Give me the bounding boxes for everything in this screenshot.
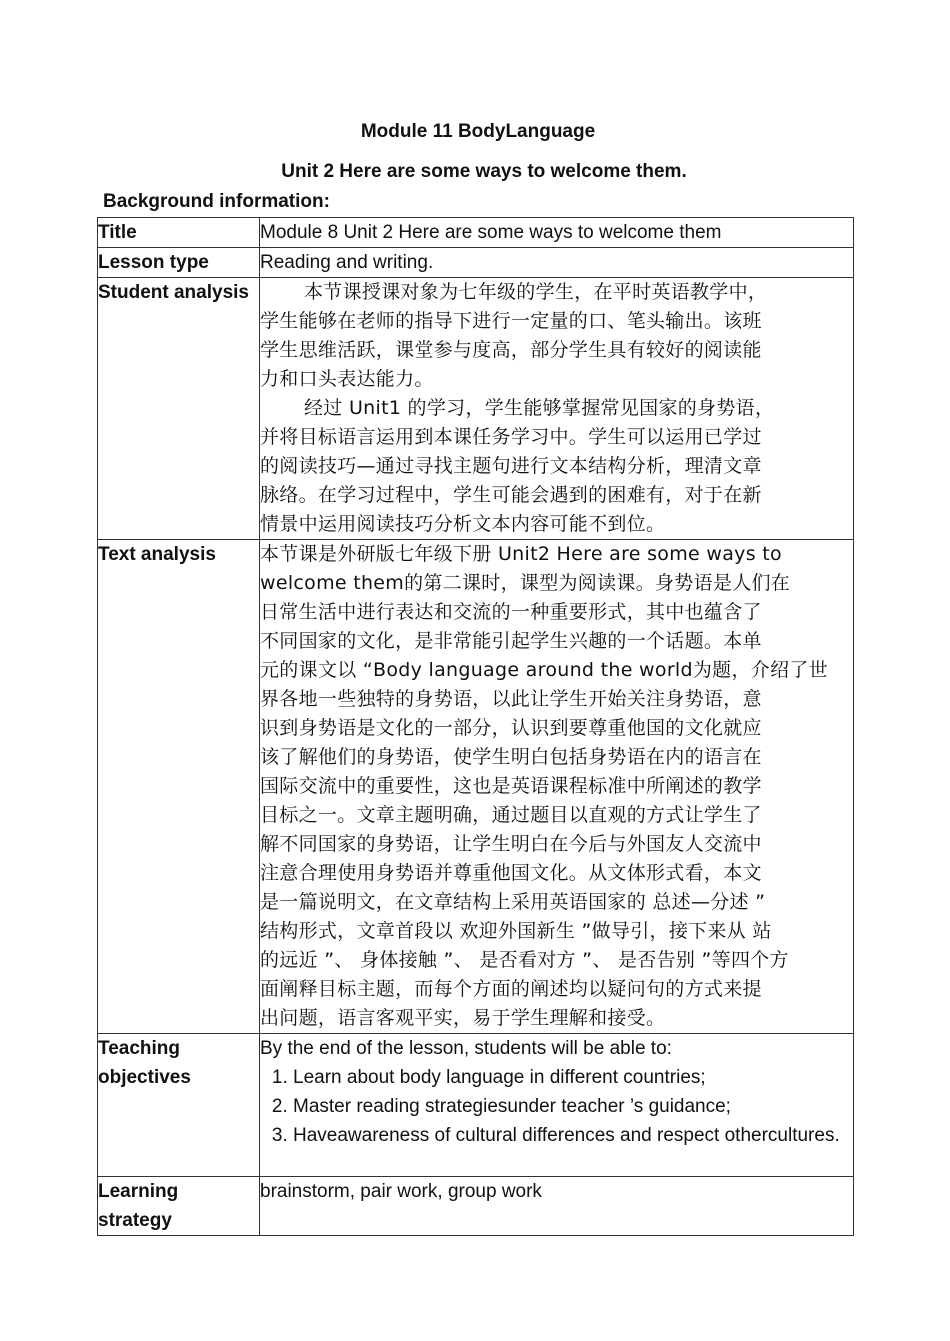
text-analysis-line: 界各地一些独特的身势语，以此让学生开始关注身势语，意 (260, 688, 762, 710)
row-value-text-analysis (260, 540, 854, 1034)
student-analysis-line: 情景中运用阅读技巧分析文本内容可能不到位。 (260, 513, 666, 535)
background-info-table (97, 217, 854, 1236)
text-analysis-line: 元的课文以 “Body language around the world为题，介绍了世 (260, 659, 828, 681)
row-value-title: Module 8 Unit 2 Here are some ways to welcome them (260, 218, 854, 248)
student-analysis-line: 本节课授课对象为七年级的学生，在平时英语教学中， (304, 281, 768, 303)
student-analysis-line: 的阅读技巧—通过寻找主题句进行文本结构分析，理清文章 (260, 455, 762, 477)
row-value-learning-strategy: brainstorm, pair work, group work (260, 1177, 854, 1236)
row-value-lesson-type: Reading and writing. (260, 248, 854, 278)
table-row-text-analysis (98, 540, 854, 1034)
unit-title: Unit 2 Here are some ways to welcome them. (281, 161, 687, 182)
table-row-lesson-type (98, 248, 854, 278)
student-analysis-line: 脉络。在学习过程中，学生可能会遇到的困难有，对于在新 (260, 484, 762, 506)
objectives-list (260, 1063, 853, 1150)
text-analysis-line: 日常生活中进行表达和交流的一种重要形式，其中也蕴含了 (260, 601, 762, 623)
row-label-text-analysis: Text analysis (98, 540, 260, 1034)
row-value-student-analysis (260, 278, 854, 540)
text-analysis-line: 本节课是外研版七年级下册 Unit2 Here are some ways to (260, 543, 782, 565)
row-label-student-analysis: Student analysis (98, 278, 260, 540)
student-analysis-line: 并将目标语言运用到本课任务学习中。学生可以运用已学过 (260, 426, 762, 448)
text-analysis-line: 不同国家的文化，是非常能引起学生兴趣的一个话题。本单 (260, 630, 762, 652)
text-analysis-line: 的远近 ”、 身体接触 ”、 是否看对方 ”、 是否告别 ”等四个方 (260, 949, 789, 971)
student-analysis-line: 经过 Unit1 的学习，学生能够掌握常见国家的身势语， (304, 397, 775, 419)
student-analysis-line: 学生思维活跃，课堂参与度高，部分学生具有较好的阅读能 (260, 339, 762, 361)
text-analysis-line: 解不同国家的身势语，让学生明白在今后与外国友人交流中 (260, 833, 762, 855)
row-label-title: Title (98, 218, 260, 248)
text-analysis-line: welcome them的第二课时，课型为阅读课。身势语是人们在 (260, 572, 791, 594)
objective-item: 2. Master reading strategiesunder teacher ’s guidance; (293, 1092, 853, 1121)
row-value-teaching-objectives (260, 1034, 854, 1177)
table-row-learning-strategy (98, 1177, 854, 1236)
table-row-student-analysis (98, 278, 854, 540)
student-analysis-line: 力和口头表达能力。 (260, 368, 434, 390)
text-analysis-line: 出问题，语言客观平实，易于学生理解和接受。 (260, 1007, 666, 1029)
objectives-intro: By the end of the lesson, students will be able to: (260, 1038, 672, 1059)
teaching-objectives-label-line2: objectives (98, 1067, 191, 1088)
student-analysis-line: 学生能够在老师的指导下进行一定量的口、笔头输出。该班 (260, 310, 762, 332)
text-analysis-line: 识到身势语是文化的一部分，认识到要尊重他国的文化就应 (260, 717, 762, 739)
text-analysis-line: 是一篇说明文，在文章结构上采用英语国家的 总述—分述 ” (260, 891, 766, 913)
table-row-title (98, 218, 854, 248)
text-analysis-line: 结构形式，文章首段以 欢迎外国新生 ”做导引，接下来从 站 (260, 920, 772, 942)
text-analysis-line: 该了解他们的身势语，使学生明白包括身势语在内的语言在 (260, 746, 762, 768)
text-analysis-line: 目标之一。文章主题明确，通过题目以直观的方式让学生了 (260, 804, 762, 826)
text-analysis-line: 国际交流中的重要性，这也是英语课程标准中所阐述的教学 (260, 775, 762, 797)
row-label-learning-strategy (98, 1177, 260, 1236)
teaching-objectives-label-line1: Teaching (98, 1038, 180, 1059)
background-info-heading: Background information: (103, 191, 330, 212)
objective-item: 3. Haveawareness of cultural differences and respect othercultures. (293, 1121, 853, 1150)
text-analysis-line: 注意合理使用身势语并尊重他国文化。从文体形式看，本文 (260, 862, 762, 884)
learning-strategy-label-line1: Learning (98, 1181, 179, 1202)
objective-item: 1. Learn about body language in different countries; (293, 1063, 853, 1092)
text-analysis-line: 面阐释目标主题，而每个方面的阐述均以疑问句的方式来提 (260, 978, 762, 1000)
row-label-teaching-objectives (98, 1034, 260, 1177)
learning-strategy-label-line2: strategy (98, 1210, 172, 1231)
module-title: Module 11 BodyLanguage (360, 121, 596, 142)
table-row-teaching-objectives (98, 1034, 854, 1177)
row-label-lesson-type: Lesson type (98, 248, 260, 278)
